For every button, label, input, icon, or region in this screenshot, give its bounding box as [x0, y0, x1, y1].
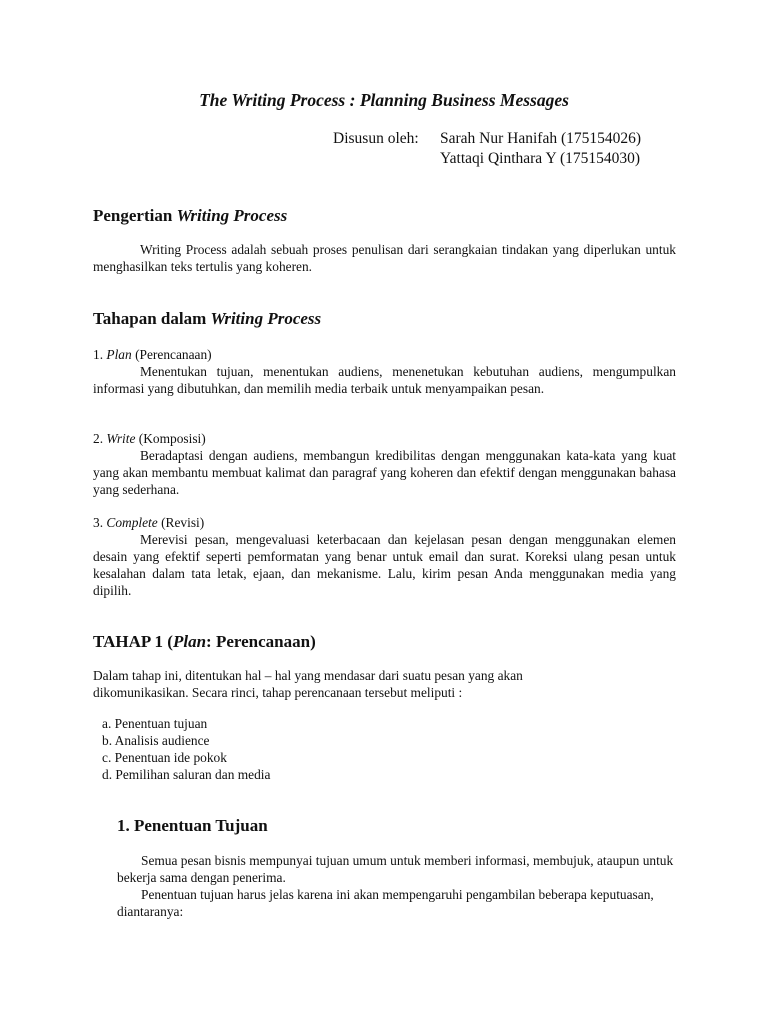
authors-block — [333, 129, 641, 169]
step-text-write: Beradaptasi dengan audiens, membangun kredibilitas dengan menggunakan kata-kata yang kuat yang akan membantu membuat kalimat dan paragraf yang koheren dan efektif dengan menggunakan bahasa yang sederhana. — [93, 448, 676, 497]
step-text-plan: Menentukan tujuan, menentukan audiens, menenetukan kebutuhan audiens, mengumpulkan informasi yang dibutuhkan, dan memilih media terbaik untuk menyampaikan pesan. — [93, 364, 676, 396]
document-title: The Writing Process : Planning Business Messages — [199, 90, 569, 110]
list-item: c. Penentuan ide pokok — [102, 750, 227, 765]
step-translation: (Perencanaan) — [135, 347, 212, 362]
step-number: 1. — [93, 347, 104, 362]
step-name: Write — [106, 431, 136, 446]
step-translation: (Komposisi) — [138, 431, 206, 446]
step-name: Plan — [106, 347, 132, 362]
list-item: b. Analisis audience — [102, 733, 210, 748]
author-name: Sarah Nur Hanifah (175154026) — [440, 130, 642, 147]
heading-italic-text: Writing Process — [176, 206, 288, 225]
authors-label: Disusun oleh: — [333, 130, 419, 147]
list-item: d. Pemilihan saluran dan media — [102, 767, 271, 782]
step-heading-write — [93, 430, 206, 447]
step-name: Complete — [106, 515, 158, 530]
heading-text: Tahapan dalam — [93, 309, 211, 328]
paragraph-penentuan-tujuan-1: Semua pesan bisnis mempunyai tujuan umum untuk memberi informasi, membujuk, ataupun untuk bekerja sama dengan penerima. — [117, 853, 674, 885]
subsection-heading-penentuan-tujuan: 1. Penentuan Tujuan — [117, 816, 268, 835]
list-item: a. Penentuan tujuan — [102, 716, 208, 731]
step-heading-plan — [93, 346, 212, 363]
section-heading-pengertian — [93, 205, 287, 227]
step-translation: (Revisi) — [161, 515, 205, 530]
step-number: 3. — [93, 515, 104, 530]
section-heading-tahap-1 — [93, 631, 316, 653]
step-number: 2. — [93, 431, 104, 446]
planning-list — [102, 715, 270, 783]
paragraph-pengertian: Writing Process adalah sebuah proses penulisan dari serangkaian tindakan yang diperlukan untuk menghasilkan teks tertulis yang koheren. — [93, 242, 676, 274]
heading-italic-text: Plan — [172, 632, 207, 651]
heading-text: TAHAP 1 ( — [93, 632, 173, 651]
step-text-complete: Merevisi pesan, mengevaluasi keterbacaan dan kejelasan pesan dengan menggunakan elemen desain yang efektif seperti pemformatan yang benar untuk email dan surat. Koreksi ulang pesan untuk kesalahan dalam tata letak, ejaan, dan mekanisme. Lalu, kirim pesan Anda menggunakan media yang dipilih. — [93, 532, 676, 598]
author-name: Yattaqi Qinthara Y (175154030) — [440, 150, 641, 167]
step-heading-complete — [93, 514, 204, 531]
section-heading-tahapan — [93, 308, 321, 330]
heading-text: : Perencanaan) — [206, 632, 316, 651]
paragraph-tahap-1-intro: Dalam tahap ini, ditentukan hal – hal yang mendasar dari suatu pesan yang akan dikomunikasikan. Secara rinci, tahap perencanaan tersebut meliputi : — [93, 668, 523, 700]
paragraph-penentuan-tujuan-2: Penentuan tujuan harus jelas karena ini akan mempengaruhi pengambilan beberapa keputuasan, diantaranya: — [117, 887, 654, 919]
heading-italic-text: Writing Process — [210, 309, 322, 328]
heading-text: Pengertian — [93, 206, 177, 225]
